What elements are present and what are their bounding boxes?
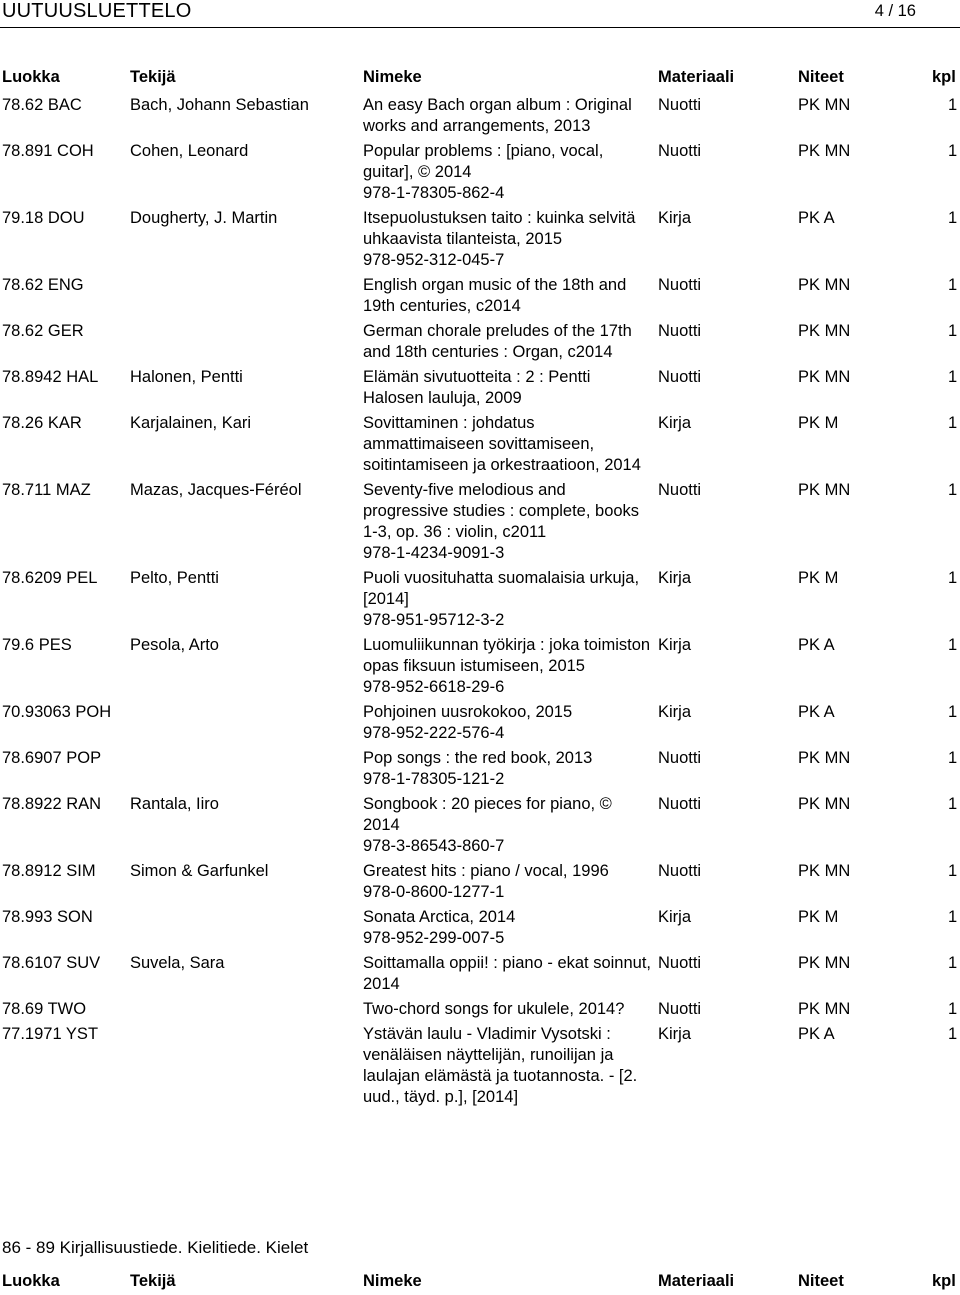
luokka-cell: 70.93063 POH: [2, 703, 112, 721]
niteet-cell: PK MN: [798, 481, 851, 499]
materiaali-cell: Nuotti: [658, 96, 702, 114]
catalog-row: [0, 953, 960, 995]
materiaali-cell: Nuotti: [658, 322, 702, 340]
niteet-cell: PK MN: [798, 276, 851, 294]
niteet-cell: PK M: [798, 908, 839, 926]
title-text: Songbook : 20 pieces for piano, © 2014: [363, 795, 612, 834]
catalog-row: [0, 95, 960, 137]
kpl-cell: 1: [948, 142, 958, 160]
tekija-cell: Pesola, Arto: [130, 636, 219, 654]
tekija-cell: Simon & Garfunkel: [130, 862, 269, 880]
kpl-cell: 1: [948, 276, 958, 294]
materiaali-cell: Kirja: [658, 636, 692, 654]
luokka-cell: 78.891 COH: [2, 142, 94, 160]
materiaali-cell: Kirja: [658, 209, 692, 227]
column-header-nimeke: Nimeke: [363, 1272, 422, 1290]
nimeke-cell: [363, 568, 653, 631]
nimeke-cell: [363, 413, 653, 476]
nimeke-cell: [363, 794, 653, 857]
tekija-cell: Dougherty, J. Martin: [130, 209, 278, 227]
isbn-text: 978-952-312-045-7: [363, 251, 505, 269]
tekija-cell: Pelto, Pentti: [130, 569, 219, 587]
kpl-cell: 1: [948, 703, 958, 721]
catalog-row: [0, 413, 960, 476]
header-divider: [0, 27, 960, 28]
luokka-cell: 78.6107 SUV: [2, 954, 101, 972]
nimeke-cell: [363, 702, 653, 744]
catalog-row: [0, 367, 960, 409]
column-header-niteet: Niteet: [798, 68, 844, 86]
kpl-cell: 1: [948, 749, 958, 767]
luokka-cell: 78.69 TWO: [2, 1000, 87, 1018]
kpl-cell: 1: [948, 368, 958, 386]
luokka-cell: 78.8942 HAL: [2, 368, 99, 386]
column-header-tekija: Tekijä: [130, 68, 176, 86]
catalog-row: [0, 321, 960, 363]
column-header-materiaali: Materiaali: [658, 68, 735, 86]
title-text: Ystävän laulu - Vladimir Vysotski : venäläisen näyttelijän, runoilijan ja laulajan elämästä ja tuotannosta. - [2. uud., täyd. p.], [2014]: [363, 1025, 638, 1106]
column-header-kpl: kpl: [932, 1272, 956, 1290]
tekija-cell: Mazas, Jacques-Féréol: [130, 481, 302, 499]
materiaali-cell: Nuotti: [658, 276, 702, 294]
luokka-cell: 78.26 KAR: [2, 414, 82, 432]
isbn-text: 978-1-78305-121-2: [363, 770, 505, 788]
column-header-materiaali: Materiaali: [658, 1272, 735, 1290]
nimeke-cell: [363, 208, 653, 271]
niteet-cell: PK M: [798, 569, 839, 587]
materiaali-cell: Nuotti: [658, 749, 702, 767]
column-header-luokka: Luokka: [2, 1272, 60, 1290]
nimeke-cell: [363, 1024, 653, 1108]
nimeke-cell: [363, 999, 653, 1020]
materiaali-cell: Kirja: [658, 1025, 692, 1043]
niteet-cell: PK M: [798, 414, 839, 432]
title-text: Luomuliikunnan työkirja : joka toimiston opas fiksuun istumiseen, 2015: [363, 636, 651, 675]
kpl-cell: 1: [948, 481, 958, 499]
section-heading: 86 - 89 Kirjallisuustiede. Kielitiede. Kielet: [2, 1238, 309, 1257]
catalog-row: [0, 999, 960, 1020]
materiaali-cell: Nuotti: [658, 368, 702, 386]
materiaali-cell: Nuotti: [658, 954, 702, 972]
luokka-cell: 78.711 MAZ: [2, 481, 91, 499]
niteet-cell: PK MN: [798, 142, 851, 160]
isbn-text: 978-0-8600-1277-1: [363, 883, 505, 901]
column-header-kpl: kpl: [932, 68, 956, 86]
nimeke-cell: [363, 480, 653, 564]
kpl-cell: 1: [948, 96, 958, 114]
catalog-row: [0, 141, 960, 204]
niteet-cell: PK A: [798, 1025, 835, 1043]
title-text: An easy Bach organ album : Original works and arrangements, 2013: [363, 96, 632, 135]
luokka-cell: 78.8912 SIM: [2, 862, 96, 880]
catalog-row: [0, 1024, 960, 1108]
isbn-text: 978-952-299-007-5: [363, 929, 505, 947]
catalog-row: [0, 702, 960, 744]
kpl-cell: 1: [948, 862, 958, 880]
materiaali-cell: Kirja: [658, 703, 692, 721]
catalog-row: [0, 635, 960, 698]
nimeke-cell: [363, 907, 653, 949]
niteet-cell: PK MN: [798, 862, 851, 880]
niteet-cell: PK MN: [798, 954, 851, 972]
title-text: Greatest hits : piano / vocal, 1996: [363, 862, 609, 880]
catalog-row: [0, 861, 960, 903]
luokka-cell: 79.18 DOU: [2, 209, 85, 227]
tekija-cell: Karjalainen, Kari: [130, 414, 252, 432]
kpl-cell: 1: [948, 954, 958, 972]
title-text: Popular problems : [piano, vocal, guitar], © 2014: [363, 142, 604, 181]
tekija-cell: Halonen, Pentti: [130, 368, 243, 386]
column-header-luokka: Luokka: [2, 68, 60, 86]
luokka-cell: 78.62 BAC: [2, 96, 82, 114]
column-header-nimeke: Nimeke: [363, 68, 422, 86]
nimeke-cell: [363, 953, 653, 995]
kpl-cell: 1: [948, 569, 958, 587]
tekija-cell: Suvela, Sara: [130, 954, 225, 972]
column-header-row-bottom: [0, 1271, 960, 1293]
kpl-cell: 1: [948, 209, 958, 227]
materiaali-cell: Kirja: [658, 569, 692, 587]
nimeke-cell: [363, 95, 653, 137]
luokka-cell: 78.6209 PEL: [2, 569, 98, 587]
niteet-cell: PK MN: [798, 322, 851, 340]
catalog-row: [0, 275, 960, 317]
title-text: English organ music of the 18th and 19th centuries, c2014: [363, 276, 627, 315]
isbn-text: 978-952-6618-29-6: [363, 678, 505, 696]
nimeke-cell: [363, 367, 653, 409]
nimeke-cell: [363, 748, 653, 790]
catalog-row: [0, 794, 960, 857]
title-text: Sovittaminen : johdatus ammattimaiseen sovittamiseen, soitintamiseen ja orkestraatioon, 2014: [363, 414, 641, 474]
isbn-text: 978-952-222-576-4: [363, 724, 505, 742]
nimeke-cell: [363, 141, 653, 204]
tekija-cell: Bach, Johann Sebastian: [130, 96, 309, 114]
catalog-row: [0, 480, 960, 564]
title-text: Itsepuolustuksen taito : kuinka selvitä uhkaavista tilanteista, 2015: [363, 209, 636, 248]
nimeke-cell: [363, 321, 653, 363]
niteet-cell: PK A: [798, 636, 835, 654]
tekija-cell: Rantala, Iiro: [130, 795, 219, 813]
page-header: [0, 0, 960, 22]
materiaali-cell: Nuotti: [658, 795, 702, 813]
niteet-cell: PK A: [798, 703, 835, 721]
niteet-cell: PK MN: [798, 96, 851, 114]
column-header-tekija: Tekijä: [130, 1272, 176, 1290]
catalog-title: UUTUUSLUETTELO: [2, 0, 192, 22]
column-header-niteet: Niteet: [798, 1272, 844, 1290]
luokka-cell: 79.6 PES: [2, 636, 72, 654]
isbn-text: 978-1-4234-9091-3: [363, 544, 505, 562]
title-text: Sonata Arctica, 2014: [363, 908, 516, 926]
nimeke-cell: [363, 275, 653, 317]
kpl-cell: 1: [948, 322, 958, 340]
materiaali-cell: Nuotti: [658, 481, 702, 499]
luokka-cell: 78.62 GER: [2, 322, 84, 340]
column-header-row: [0, 67, 960, 89]
luokka-cell: 77.1971 YST: [2, 1025, 99, 1043]
luokka-cell: 78.8922 RAN: [2, 795, 102, 813]
niteet-cell: PK MN: [798, 795, 851, 813]
niteet-cell: PK MN: [798, 1000, 851, 1018]
catalog-row: [0, 907, 960, 949]
isbn-text: 978-3-86543-860-7: [363, 837, 505, 855]
tekija-cell: Cohen, Leonard: [130, 142, 249, 160]
materiaali-cell: Nuotti: [658, 862, 702, 880]
materiaali-cell: Kirja: [658, 908, 692, 926]
kpl-cell: 1: [948, 795, 958, 813]
title-text: Two-chord songs for ukulele, 2014?: [363, 1000, 625, 1018]
kpl-cell: 1: [948, 636, 958, 654]
kpl-cell: 1: [948, 1025, 958, 1043]
nimeke-cell: [363, 861, 653, 903]
title-text: Pohjoinen uusrokokoo, 2015: [363, 703, 573, 721]
title-text: Soittamalla oppii! : piano - ekat soinnut, 2014: [363, 954, 652, 993]
isbn-text: 978-951-95712-3-2: [363, 611, 505, 629]
luokka-cell: 78.6907 POP: [2, 749, 102, 767]
page-number: 4 / 16: [874, 2, 916, 20]
kpl-cell: 1: [948, 414, 958, 432]
nimeke-cell: [363, 635, 653, 698]
title-text: German chorale preludes of the 17th and 18th centuries : Organ, c2014: [363, 322, 632, 361]
isbn-text: 978-1-78305-862-4: [363, 184, 505, 202]
niteet-cell: PK MN: [798, 749, 851, 767]
title-text: Elämän sivutuotteita : 2 : Pentti Halosen lauluja, 2009: [363, 368, 591, 407]
catalog-row: [0, 748, 960, 790]
kpl-cell: 1: [948, 908, 958, 926]
luokka-cell: 78.62 ENG: [2, 276, 84, 294]
title-text: Puoli vuosituhatta suomalaisia urkuja, [2014]: [363, 569, 640, 608]
materiaali-cell: Nuotti: [658, 1000, 702, 1018]
title-text: Pop songs : the red book, 2013: [363, 749, 593, 767]
materiaali-cell: Kirja: [658, 414, 692, 432]
niteet-cell: PK A: [798, 209, 835, 227]
title-text: Seventy-five melodious and progressive studies : complete, books 1-3, op. 36 : violin, c2011: [363, 481, 640, 541]
catalog-list: [0, 95, 960, 1112]
materiaali-cell: Nuotti: [658, 142, 702, 160]
catalog-row: [0, 568, 960, 631]
catalog-row: [0, 208, 960, 271]
luokka-cell: 78.993 SON: [2, 908, 93, 926]
kpl-cell: 1: [948, 1000, 958, 1018]
niteet-cell: PK MN: [798, 368, 851, 386]
